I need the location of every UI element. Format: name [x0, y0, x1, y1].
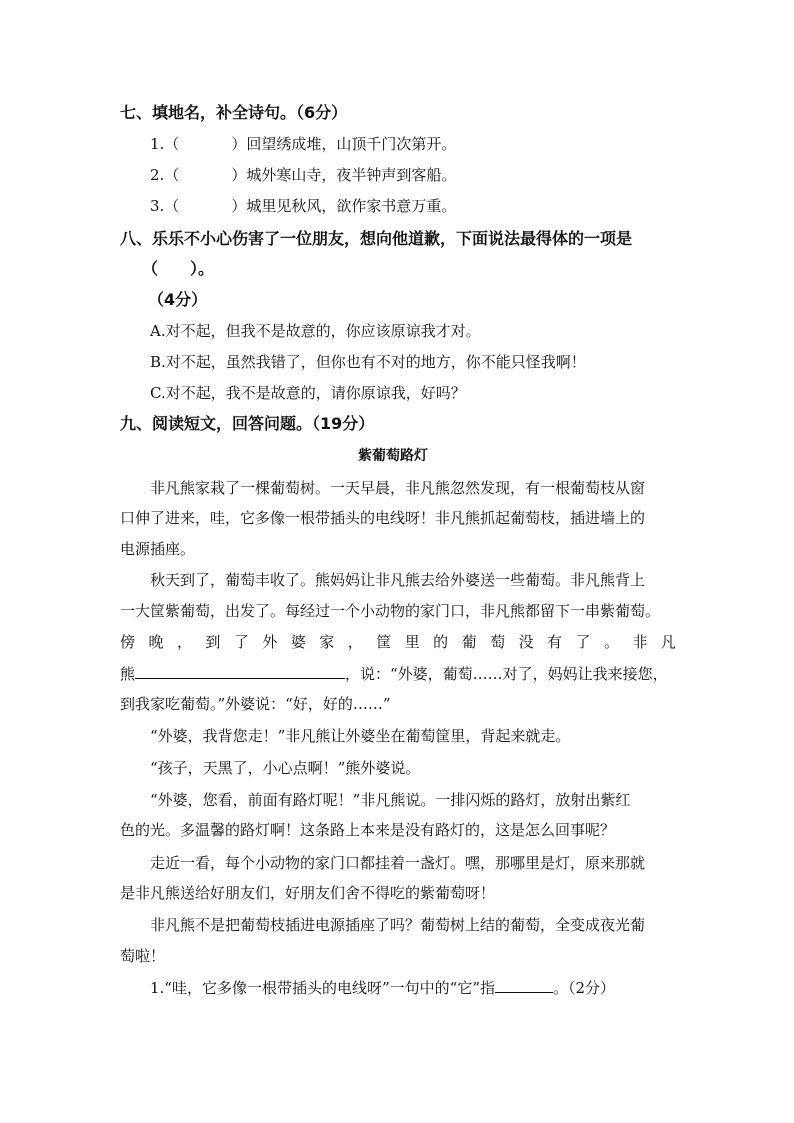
p2-line3-char: 的: [433, 633, 449, 651]
p2-line3-char: 非: [632, 633, 648, 651]
q7-item-1: [150, 134, 456, 154]
q8-option-c: C.对不起，我不是故意的，请你原谅我，好吗？: [150, 384, 466, 402]
p2-line3-char: 。: [603, 633, 619, 651]
q8-points: （4分）: [148, 290, 208, 309]
p1-line1: 非凡熊家栽了一棵葡萄树。一天早晨，非凡熊忽然发现，有一根葡萄枝从窗: [150, 479, 646, 497]
p4-line1: “孩子，天黑了，小心点啊！”熊外婆说。: [150, 759, 421, 777]
p7-line1: 非凡熊不是把葡萄枝插进电源插座了吗？葡萄树上结的葡萄，全变成夜光葡: [150, 916, 646, 934]
p2-answer-blank[interactable]: [135, 663, 345, 679]
p2-line3-char: 凡: [660, 633, 676, 651]
p2-line3-char: 里: [404, 633, 420, 651]
p5-line1: “外婆，您看，前面有路灯呢！”非凡熊说。一排闪烁的路灯，放射出紫红: [150, 791, 631, 809]
p2-line1: 秋天到了，葡萄丰收了。熊妈妈让非凡熊去给外婆送一些葡萄。非凡熊背上: [150, 571, 646, 589]
p2-line3-char: 葡: [461, 633, 477, 651]
p2-line3-char: ，: [176, 633, 192, 651]
q7-item-2-suffix: ）城外寒山寺，夜半钟声到客船。: [231, 166, 457, 184]
p7-line2: 萄啦！: [120, 947, 166, 965]
q7-item-2: [150, 165, 456, 185]
p2-line3: [120, 632, 676, 652]
q8-heading-line1: 八、乐乐不小心伤害了一位朋友，想向他道歉，下面说法最得体的一项是: [120, 229, 633, 248]
p2-line3-char: 筐: [376, 633, 392, 651]
q7-item-2-prefix: 2.（: [150, 166, 180, 184]
p2-line3-char: ，: [347, 633, 363, 651]
p6-line1: 走近一看，每个小动物的家门口都挂着一盏灯。嘿，那哪里是灯，原来那就: [150, 854, 646, 872]
p6-line2: 是非凡熊送给好朋友们，好朋友们舍不得吃的紫葡萄呀！: [120, 884, 496, 902]
sub-question-1-suffix: 。（2分）: [553, 979, 616, 997]
q8-option-a: A.对不起，但我不是故意的，你应该原谅我才对。: [150, 322, 481, 340]
p2-line4-prefix: 熊: [120, 665, 136, 683]
p2-line3-char: 晚: [148, 633, 164, 651]
q8-option-b: B.对不起，虽然我错了，但你也有不对的地方，你不能只怪我啊！: [150, 353, 586, 371]
p2-line3-char: 外: [262, 633, 278, 651]
story-title: 紫葡萄路灯: [358, 448, 428, 464]
p2-line3-char: 婆: [290, 633, 306, 651]
p5-line2: 色的光。多温馨的路灯啊！这条路上本来是没有路灯的，这是怎么回事呢？: [120, 821, 616, 839]
p2-line5: 到我家吃葡萄。”外婆说：“好，好的……”: [120, 695, 391, 713]
q7-heading: 七、填地名，补全诗句。（6分）: [120, 103, 348, 122]
sub-question-1: [150, 977, 615, 998]
q8-heading-line2: （ ）。: [142, 259, 215, 278]
sub-question-1-blank[interactable]: [495, 977, 553, 993]
p3-line1: “外婆，我背您走！”非凡熊让外婆坐在葡萄筐里，背起来就走。: [150, 727, 571, 745]
p2-line3-char: 没: [518, 633, 534, 651]
p2-line3-char: 家: [319, 633, 335, 651]
q7-item-3: [150, 196, 456, 216]
p2-line3-char: 萄: [490, 633, 506, 651]
q7-item-3-prefix: 3.（: [150, 197, 180, 215]
p2-line4: [120, 663, 668, 684]
q9-heading: 九、阅读短文，回答问题。（19分）: [120, 414, 375, 433]
q7-item-1-prefix: 1.（: [150, 135, 180, 153]
sub-question-1-prefix: 1.“哇，它多像一根带插头的电线呀”一句中的“它”指: [150, 979, 495, 997]
p2-line3-char: 了: [233, 633, 249, 651]
p2-line4-suffix: ，说：“外婆，葡萄……对了，妈妈让我来接您，: [345, 665, 668, 683]
p1-line2: 口伸了进来，哇，它多像一根带插头的电线呀！非凡熊抓起葡萄枝，插进墙上的: [120, 509, 646, 527]
q7-item-3-suffix: ）城里见秋风，欲作家书意万重。: [231, 197, 457, 215]
p2-line3-char: 到: [205, 633, 221, 651]
p2-line2: 一大筐紫葡萄，出发了。每经过一个小动物的家门口，非凡熊都留下一串紫葡萄。: [120, 602, 661, 620]
q7-item-1-suffix: ）回望绣成堆，山顶千门次第开。: [231, 135, 457, 153]
p2-line3-char: 傍: [120, 633, 136, 651]
p2-line3-char: 有: [547, 633, 563, 651]
p2-line3-char: 了: [575, 633, 591, 651]
p1-line3: 电源插座。: [120, 540, 196, 558]
